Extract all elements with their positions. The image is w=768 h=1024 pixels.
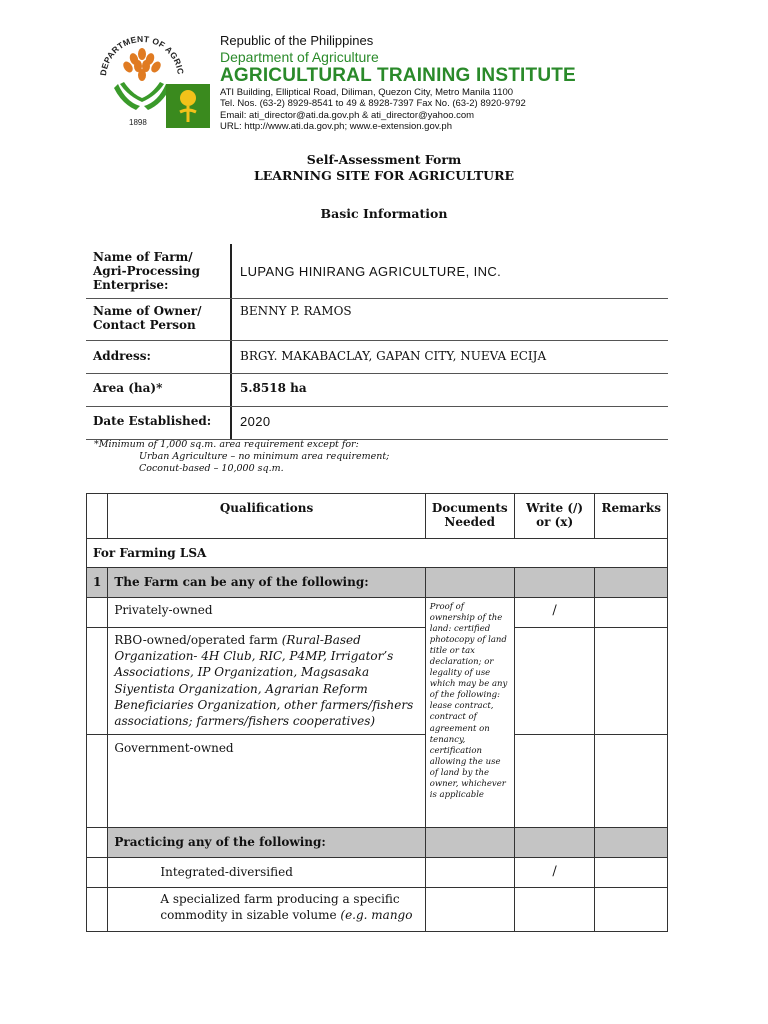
section-title: Basic Information: [320, 206, 448, 221]
gray-cell: [514, 568, 595, 598]
documents-cell: [425, 858, 514, 888]
num-cell: [87, 888, 108, 932]
write-mark-cell[interactable]: /: [514, 858, 595, 888]
write-mark-cell[interactable]: [514, 628, 595, 735]
gray-cell: [514, 828, 595, 858]
privately-owned-cell: Privately-owned: [108, 598, 425, 628]
num-cell: [87, 628, 108, 735]
gray-cell: [425, 828, 514, 858]
farm-name-value[interactable]: LUPANG HINIRANG AGRICULTURE, INC.: [240, 264, 502, 279]
specialized-farm-cell: [108, 888, 425, 932]
specialized-detail-text: (e.g. mango: [340, 907, 413, 922]
remarks-cell[interactable]: [595, 598, 668, 628]
basic-info-table: [86, 244, 668, 440]
area-footnote: [94, 439, 389, 475]
remarks-cell[interactable]: [595, 628, 668, 735]
institute-name: AGRICULTURAL TRAINING INSTITUTE: [220, 65, 576, 87]
table-row: [87, 888, 668, 932]
table-row: [87, 828, 668, 858]
table-row: [87, 568, 668, 598]
practicing-text: Practicing any of the following:: [108, 828, 425, 858]
tel-line: Tel. Nos. (63-2) 8929-8541 to 49 & 8928-7397 Fax No. (63-2) 8920-9792: [220, 98, 526, 110]
documents-header: Documents Needed: [425, 494, 514, 539]
address-label: Address:: [86, 341, 232, 373]
qualifications-header: Qualifications: [108, 494, 425, 539]
ati-logo: [96, 32, 212, 128]
farm-name-label: Name of Farm/ Agri-Processing Enterprise:: [86, 244, 232, 298]
area-value[interactable]: 5.8518 ha: [240, 381, 307, 395]
gray-cell: [595, 568, 668, 598]
num-cell: [87, 735, 108, 828]
area-label: Area (ha)*: [86, 374, 232, 406]
department-seal-icon: [96, 32, 212, 128]
svg-text:DEPARTMENT OF AGRICULTURE: DEPARTMENT OF AGRIC: [97, 33, 186, 77]
svg-text:1898: 1898: [129, 118, 147, 127]
address-line: ATI Building, Elliptical Road, Diliman, Quezon City, Metro Manila 1100: [220, 86, 514, 98]
write-mark-cell[interactable]: [514, 735, 595, 828]
num-cell: [87, 828, 108, 858]
rbo-main-text: RBO-owned/operated farm: [114, 633, 278, 647]
footnote-line3: Coconut-based – 10,000 sq.m.: [139, 462, 284, 474]
address-row: [86, 341, 668, 374]
table-row: [87, 598, 668, 628]
gray-cell: [425, 568, 514, 598]
owner-row: [86, 299, 668, 341]
address-value[interactable]: BRGY. MAKABACLAY, GAPAN CITY, NUEVA ECIJA: [240, 349, 547, 363]
date-row: [86, 407, 668, 440]
farming-lsa-section: For Farming LSA: [87, 539, 668, 568]
footnote-line2: Urban Agriculture – no minimum area requirement;: [139, 450, 390, 462]
qualifications-table: [86, 493, 668, 932]
owner-value[interactable]: BENNY P. RAMOS: [240, 304, 352, 318]
integrated-diversified-cell: Integrated-diversified: [108, 858, 425, 888]
proof-of-ownership-cell: Proof of ownership of the land: certified photocopy of land title or tax declaration; or legality of use which may be any of the following: lease contract, contract of agreement on tenancy, certification allowing the use of land by the owner, whichever is applicable: [425, 598, 514, 828]
write-mark-cell[interactable]: /: [514, 598, 595, 628]
remarks-header: Remarks: [595, 494, 668, 539]
rbo-owned-cell: [108, 628, 425, 735]
documents-cell: [425, 888, 514, 932]
header-num-cell: [87, 494, 108, 539]
remarks-cell[interactable]: [595, 735, 668, 828]
table-row: [87, 628, 668, 735]
rbo-detail-text: (Rural-Based Organization- 4H Club, RIC, P4MP, Irrigator’s Associations, IP Organization, Magsasaka Siyentista Organization, Agrarian Reform Beneficiaries Organization, other farmers/fishers associations; farmers/fishers cooperatives): [114, 633, 414, 728]
government-owned-cell: Government-owned: [108, 735, 425, 828]
gray-cell: [595, 828, 668, 858]
write-mark-cell[interactable]: [514, 888, 595, 932]
form-subtitle: LEARNING SITE FOR AGRICULTURE: [253, 168, 515, 183]
institute-header: [220, 34, 576, 132]
remarks-cell[interactable]: [595, 888, 668, 932]
url-line: URL: http://www.ati.da.gov.ph; www.e-extension.gov.ph: [220, 121, 452, 133]
remarks-cell[interactable]: [595, 858, 668, 888]
table-row: [87, 858, 668, 888]
email-line: Email: ati_director@ati.da.gov.ph & ati_director@yahoo.com: [220, 109, 475, 121]
table-row: [87, 735, 668, 828]
owner-label: Name of Owner/ Contact Person: [86, 299, 232, 340]
department-line: Department of Agriculture: [220, 48, 379, 65]
farm-name-row: [86, 244, 668, 299]
area-row: [86, 374, 668, 407]
form-title: Self-Assessment Form: [306, 152, 462, 167]
footnote-line1: *Minimum of 1,000 sq.m. area requirement except for:: [94, 439, 359, 450]
num-cell: [87, 598, 108, 628]
date-label: Date Established:: [86, 407, 232, 439]
republic-line: Republic of the Philippines: [220, 33, 374, 48]
date-value[interactable]: 2020: [240, 414, 271, 429]
section-row: [87, 539, 668, 568]
table-header-row: [87, 494, 668, 539]
num-cell: [87, 858, 108, 888]
item-number: 1: [87, 568, 108, 598]
specialized-main-text: A specialized farm producing a specific commodity in sizable volume: [160, 892, 400, 922]
write-header: Write (/) or (x): [514, 494, 595, 539]
item1-text: The Farm can be any of the following:: [108, 568, 425, 598]
